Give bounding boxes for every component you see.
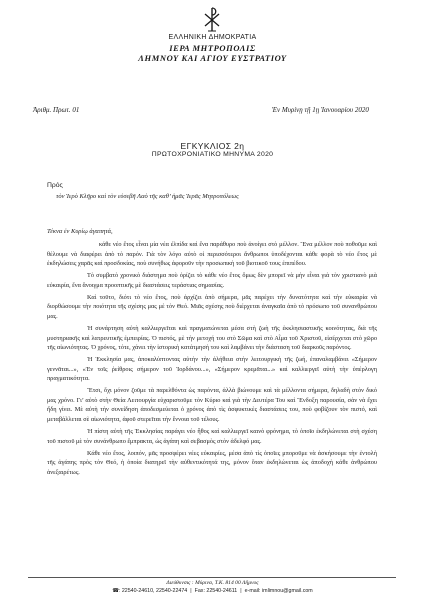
- state-name: ΕΛΛΗΝΙΚΗ ΔΗΜΟΚΡΑΤΙΑ: [168, 34, 257, 41]
- document-title: ΕΓΚΥΚΛΙΟΣ 2η: [180, 141, 245, 151]
- paragraph: Κάθε νέο ἔτος, λοιπόν, μᾶς προσφέρει νέες εὐκαιρίες, μέσα ἀπὸ τὶς ὁποῖες μποροῦμε νὰ ἀσκήσουμε τὴν ἐντολὴ τῆς ἀγάπης πρὸς τὸν Θεό, ἡ ὁποία διατηρεῖ τὴν αὐθεντικότητά της, μόνον ὅταν ἐκδηλώνεται ὡς ἀποδοχὴ κάθε ἀνθρώπου ἀνεξαιρέτως.: [47, 449, 377, 476]
- document-subtitle: ΠΡΩΤΟΧΡΟΝΙΑΤΙΚΟ ΜΗΝΥΜΑ 2020: [151, 151, 274, 158]
- footer-fax: Fax: 22540-24611: [194, 588, 238, 594]
- paragraph: Ἔτσι, ὄχι μόνον ζοῦμε τὰ παρελθόντα ὡς παρόντα, ἀλλὰ βιώνουμε καὶ τὰ μέλλοντα σήμερα, δηλαδὴ στὸν δικό μας χρόνο. Γι’ αὐτὸ στὴν Θεία Λειτουργία εὐχαριστοῦμε τὸν Κύριο καὶ γιὰ τὴν Δευτέρα Του καὶ Ἔνδοξη παρουσία, σὰν νὰ ἔχει ἤδη γίνει. Μὲ αὐτὴ τὴν συνείδηση ἀποδεσμεύεται ὁ χρόνος ἀπὸ τὶς ἀσφυκτικὲς διαστάσεις του, ποὺ φοβίζουν τὸν πιστό, καὶ μεταβάλλεται σὲ αἰωνιότητα, ἀφοῦ στερεῖται τὴν ἔννοια τοῦ τέλους.: [47, 387, 377, 424]
- paragraph: Τὸ συμβατὸ χρονικὸ διάστημα ποὺ ὁρίζει τὸ κάθε νέο ἔτος ὅμως δὲν μπορεῖ νὰ μὴν εἶναι γιὰ τὸν χριστιανὸ μιὰ εὐκαιρία, ἕνα ἄνοιγμα προοπτικῆς μὲ διαστάσεις τεράστιας σημασίας.: [47, 272, 377, 289]
- salutation: Τέκνα ἐν Κυρίῳ ἀγαπητά,: [47, 228, 113, 235]
- protocol-number: Ἀριθμ. Πρωτ. 01: [33, 106, 80, 114]
- footer-email: e-mail: imlimnou@gmail.com: [244, 588, 313, 594]
- place-date: Ἐν Μυρίνῃ τῇ 1ῃ Ἰανουαρίου 2020: [272, 106, 369, 114]
- metropolis-region: ΛΗΜΝΟΥ ΚΑΙ ΑΓΙΟΥ ΕΥΣΤΡΑΤΙΟΥ: [138, 53, 287, 63]
- letter-body: [47, 240, 377, 480]
- footer-divider: [28, 577, 396, 578]
- paragraph: κάθε νέο ἔτος εἶναι μία νέα ἐλπίδα καὶ ἕνα παράθυρο ποὺ ἀνοίγει στὸ μέλλον. Ἕνα μέλλον ποὺ ποθοῦμε καὶ θέλουμε νὰ διαφέρει ἀπὸ τὸ παρόν. Γιὰ τὸν λόγο αὐτὸ οἱ περισσότεροι ἄνθρωποι ὑποδέχονται κάθε φορὰ τὸ νέο ἔτος μὲ ἐκδηλώσεις χαρᾶς καὶ προσδοκίας, ποὺ συνήθως ἀφοροῦν τὴν προσωπικὴ τοῦ βιοτικοῦ τους ἐπιπέδου.: [47, 241, 377, 268]
- paragraph: Ἡ πίστη αὐτὴ τῆς Ἐκκλησίας παράγει νέο ἦθος καὶ καλλιεργεῖ καινὸ φρόνημα, τὸ ὁποῖο ἐκδηλώνεται στὴ σχέση τοῦ πιστοῦ μὲ τὸν συνάνθρωπο ἔμπρακτα, ὡς ἀγάπη καὶ σεβασμὸς στὸν ἀδελφό μας.: [47, 428, 377, 445]
- recipient-label: Πρός: [47, 182, 63, 189]
- footer-contacts: ☎: 22540-24610, 22540-22474 | Fax: 22540-24611 | e-mail: imlimnou@gmail.com: [112, 588, 313, 594]
- chi-rho-icon: [202, 6, 222, 32]
- paragraph: Ἡ συνάρτηση αὐτὴ καλλιεργεῖται καὶ πραγματώνεται μέσα στὴ ζωὴ τῆς ἐκκλησιαστικῆς κοινότητας, διὰ τῆς μυστηριακῆς καὶ λατρευτικῆς ἐμπειρίας. Ὁ πιστός, μὲ τὴν μετοχή του στὸ Σῶμα καὶ στὸ Αἷμα τοῦ Χριστοῦ, εἰσέρχεται στὸ χῶρο τῆς αἰωνιότητας. Ὁ χρόνος, τότε, χάνει τὴν ἱστορικὴ κατάτμησή του καὶ λαμβάνει τὴν διάσταση τοῦ διαρκοῦς παρόντος.: [47, 324, 377, 352]
- paragraph: Καὶ τοῦτο, διότι τὸ νέο ἔτος, ποὺ ἀρχίζει ἀπὸ σήμερα, μᾶς παρέχει τὴν δυνατότητα καὶ τὴν εὐκαιρία νὰ διορθώσουμε τὴν ποιότητα τῆς σχέσης μας μὲ τὸν Θεό. Μιᾶς σχέσης ποὺ διέρχεται ἀναγκαῖα ἀπὸ τὸ πρόσωπο τοῦ συνανθρώπου μας.: [47, 293, 377, 320]
- metropolis-name: ΙΕΡΑ ΜΗΤΡΟΠΟΛΙΣ: [169, 43, 256, 53]
- footer-phone: ☎: 22540-24610, 22540-22474: [112, 588, 188, 594]
- recipient-line: τὸν Ἱερὸ Κλῆρο καὶ τὸν εὐσεβῆ Λαὸ τῆς καθ’ ἡμᾶς Ἱερᾶς Μητροπόλεως: [56, 193, 239, 200]
- footer-address: Διεύθυνσις : Μύρινα, Τ.Κ. 814 00 Λῆμνος: [166, 580, 259, 586]
- paragraph: Ἡ Ἐκκλησία μας, ἀποκαλύπτοντας αὐτὴν τὴν ἀλήθεια στὴν λειτουργικὴ τῆς ζωή, ἐπαναλαμβάνει «Σήμερον γεννᾶται...», «Ἐν τοῖς ῥείθροις σήμερον τοῦ Ἰορδάνου...», «Σήμερον κρεμᾶται...» καὶ καλλιεργεῖ αὐτὴ τὴν ὑπέρλογη πραγματικότητα.: [47, 356, 377, 383]
